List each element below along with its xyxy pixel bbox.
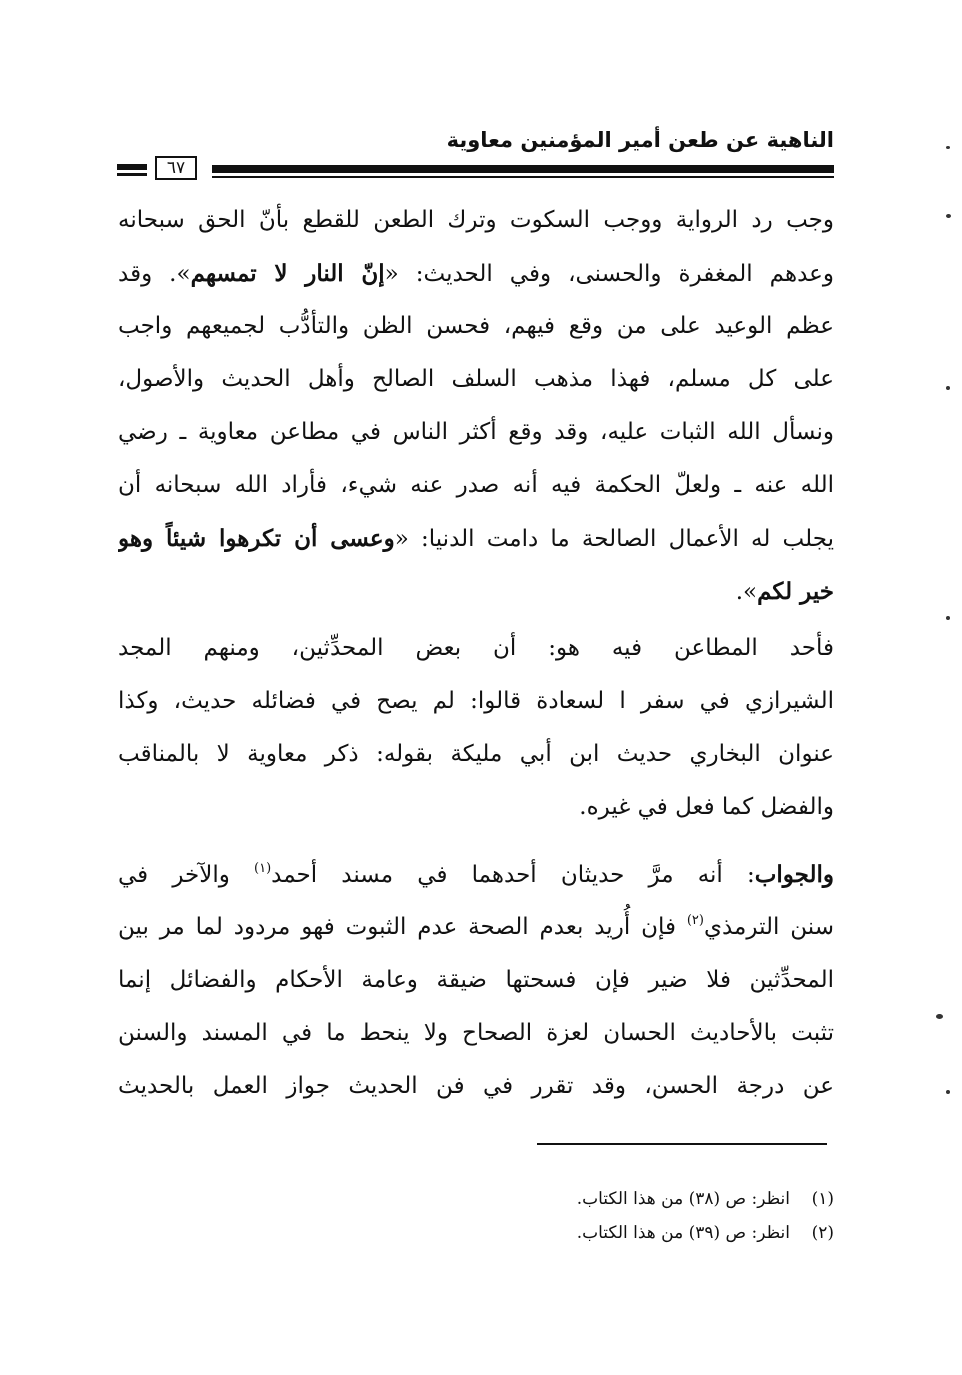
header-rule-thick xyxy=(212,165,834,173)
header-ornament-bar xyxy=(117,173,147,176)
hadith-quote: إنّ النار لا تمسهم xyxy=(190,260,385,287)
scan-speck xyxy=(946,1090,950,1094)
footnote-separator xyxy=(537,1143,827,1145)
text-line: ونسأل الله الثبات عليه، وقد وقع أكثر الناس في مطاعن معاوية ـ رضي xyxy=(118,419,834,445)
text-line: فأحد المطاعن فيه هو: أن بعض المحدِّثين، ومنهم المجد xyxy=(118,635,834,661)
text-line: الشيرازي في سفر ا لسعادة قالوا: لم يصح في فضائله حديث، وكذا xyxy=(118,688,834,714)
footnote-2: (٢)انظر: ص (٣٩) من هذا الكتاب. xyxy=(576,1223,834,1243)
footnotes xyxy=(577,1182,834,1250)
text-line: المحدِّثين فلا ضير فإن فسحتها ضيقة وعامة الأحكام والفضائل إنما xyxy=(118,967,834,993)
text-line: عن درجة الحسن، وقد تقرر في فن الحديث جواز العمل بالحديث xyxy=(118,1073,834,1099)
footnote-ref: (٢) xyxy=(686,913,704,928)
scan-speck xyxy=(936,1014,943,1019)
text-line: وجب رد الرواية ووجب السكوت وترك الطعن للقطع بأنّ الحق سبحانه xyxy=(118,207,834,233)
text-line: خير لكم». xyxy=(735,578,834,605)
scan-speck xyxy=(946,616,950,620)
text-line: على كل مسلم، فهذا مذهب السلف الصالح وأهل الحديث والأصول، xyxy=(118,366,834,392)
quran-quote: وعسى أن تكرهوا شيئاً وهو xyxy=(118,525,395,552)
paragraph-2 xyxy=(118,622,834,834)
answer-heading: والجواب xyxy=(754,861,834,888)
scan-speck xyxy=(946,214,951,218)
text-line: تثبت بالأحاديث الحسان لعزة الصحاح ولا ينحط ما في المسند والسنن xyxy=(118,1020,834,1046)
text-line: وعدهم المغفرة والحسنى، وفي الحديث: «إنّ النار لا تمسهم». وقد xyxy=(118,260,834,287)
text-line: والجواب: أنه مرَّ حديثان أحدهما في مسند أحمد$^{(١)}$ والآخر في xyxy=(118,861,834,888)
page-number: ٦٧ xyxy=(155,156,197,180)
footnote-1: (١)انظر: ص (٣٨) من هذا الكتاب. xyxy=(576,1189,834,1209)
header-ornament-bar xyxy=(117,164,147,170)
running-header-title: الناهية عن طعن أمير المؤمنين معاوية xyxy=(446,128,834,152)
header-rule-thin xyxy=(212,176,834,178)
footnote-ref: (١) xyxy=(254,861,272,876)
paragraph-1 xyxy=(118,194,834,618)
text-line: عنوان البخاري حديث ابن أبي مليكة بقوله: ذكر معاوية لا بالمناقب xyxy=(118,741,834,767)
text-line: سنن الترمذي$^{(٢)}$ فإن أُريد بعدم الصحة عدم الثبوت فهو مردود لما مر بين xyxy=(118,913,834,940)
scan-speck xyxy=(946,386,950,390)
quran-quote: خير لكم xyxy=(757,578,834,605)
text-line: يجلب له الأعمال الصالحة ما دامت الدنيا: «وعسى أن تكرهوا شيئاً وهو xyxy=(118,525,834,552)
paragraph-3 xyxy=(118,848,834,1113)
text-line: والفضل كما فعل في غيره. xyxy=(579,794,834,820)
text-line: الله عنه ـ ولعلّ الحكمة فيه أنه صدر عنه شيء، فأراد الله سبحانه أن xyxy=(118,472,834,498)
text-line: عظم الوعيد على من وقع فيهم، فحسن الظن والتأدُّب لجميعهم واجب xyxy=(118,313,834,339)
scan-speck xyxy=(946,146,950,149)
